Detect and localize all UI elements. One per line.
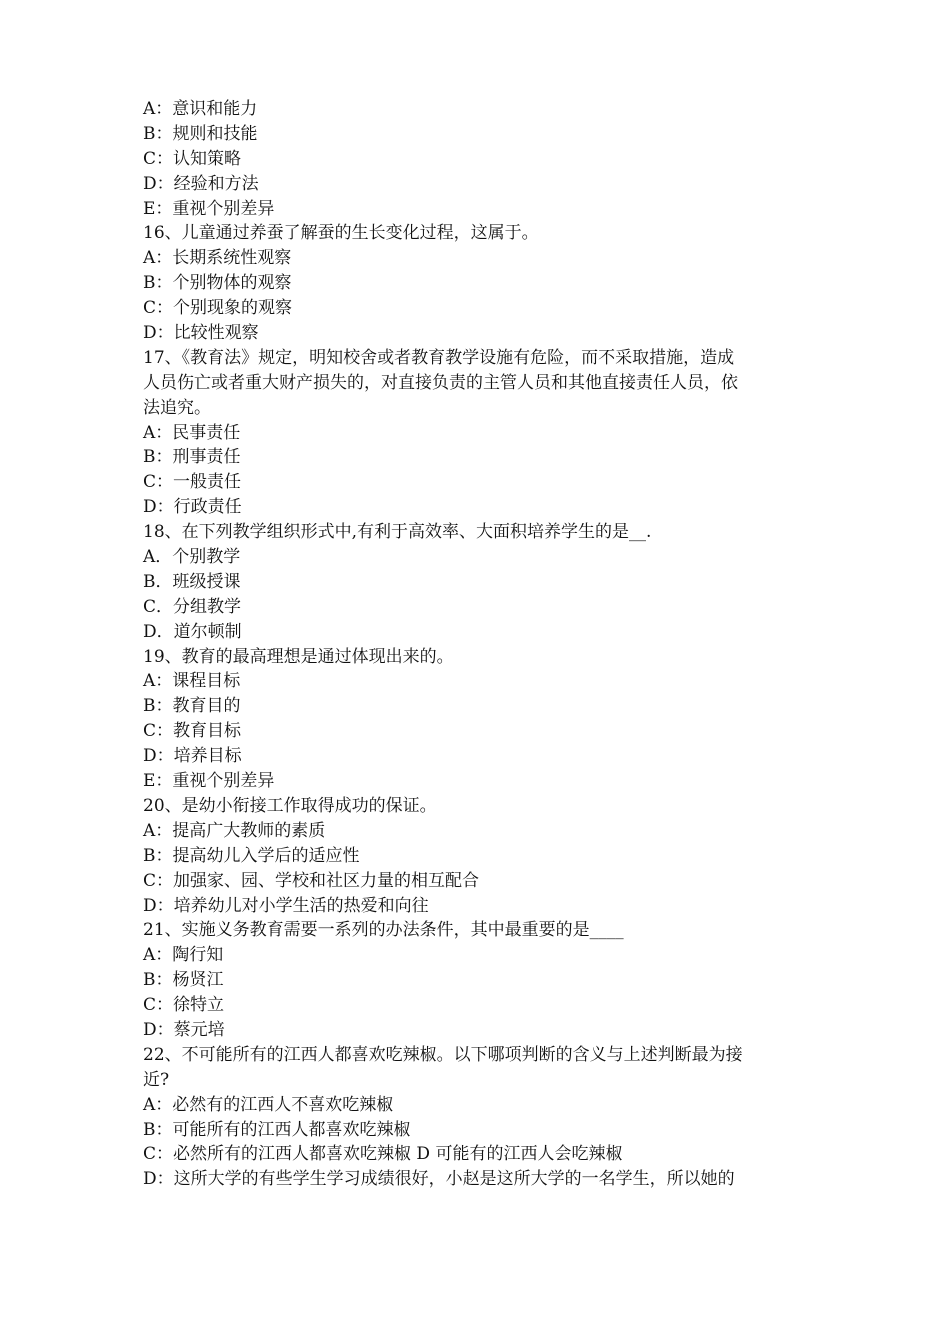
text-line: E：重视个别差异 (143, 771, 275, 792)
text-line: B：教育目的 (143, 696, 241, 717)
text-line: C：必然所有的江西人都喜欢吃辣椒 D 可能有的江西人会吃辣椒 (143, 1144, 623, 1165)
text-line: B：个别物体的观察 (143, 273, 292, 294)
text-line: A：提高广大教师的素质 (143, 820, 326, 841)
text-line: A：课程目标 (143, 671, 241, 692)
text-line: 21、实施义务教育需要一系列的办法条件，其中最重要的是____ (143, 920, 624, 941)
text-line: D：经验和方法 (143, 173, 259, 194)
text-line: B：可能所有的江西人都喜欢吃辣椒 (143, 1119, 411, 1140)
text-line: B：规则和技能 (143, 123, 258, 144)
text-line: C：教育目标 (143, 721, 242, 742)
text-line: B：杨贤江 (143, 970, 224, 991)
text-line: C：徐特立 (143, 995, 225, 1016)
text-line: C．分组教学 (143, 596, 242, 617)
text-line: D：这所大学的有些学生学习成绩很好，小赵是这所大学的一名学生，所以她的 (143, 1169, 735, 1190)
text-line: 20、是幼小衔接工作取得成功的保证。 (143, 795, 437, 816)
text-line: C：一般责任 (143, 472, 242, 493)
text-line: 人员伤亡或者重大财产损失的，对直接负责的主管人员和其他直接责任人员，依 (143, 372, 738, 393)
text-line: A：民事责任 (143, 422, 241, 443)
text-line: 17、《教育法》规定，明知校舍或者教育教学设施有危险，而不采取措施，造成 (143, 347, 735, 368)
text-line: 18、在下列教学组织形式中,有利于高效率、大面积培养学生的是__. (143, 522, 652, 543)
text-line: E：重视个别差异 (143, 198, 275, 219)
text-line: A．个别教学 (143, 547, 241, 568)
text-line: D：蔡元培 (143, 1019, 225, 1040)
text-line: B．班级授课 (143, 571, 241, 592)
text-line: 近? (143, 1069, 170, 1090)
text-line: C：加强家、园、学校和社区力量的相互配合 (143, 870, 480, 891)
text-line: 16、儿童通过养蚕了解蚕的生长变化过程，这属于。 (143, 223, 539, 244)
text-line: A：陶行知 (143, 945, 224, 966)
text-line: C：认知策略 (143, 148, 242, 169)
text-line: D：行政责任 (143, 497, 242, 518)
text-line: A：必然有的江西人不喜欢吃辣椒 (143, 1094, 394, 1115)
text-line: D：比较性观察 (143, 323, 259, 344)
text-line: B：提高幼儿入学后的适应性 (143, 845, 360, 866)
text-line: B：刑事责任 (143, 447, 241, 468)
text-line: 22、不可能所有的江西人都喜欢吃辣椒。以下哪项判断的含义与上述判断最为接 (143, 1044, 743, 1065)
text-line: A：意识和能力 (143, 99, 258, 119)
text-line: D：培养目标 (143, 746, 242, 767)
text-line: D：培养幼儿对小学生活的热爱和向往 (143, 895, 429, 916)
text-line: A：长期系统性观察 (143, 248, 292, 269)
text-line: D．道尔顿制 (143, 621, 242, 642)
text-line: 法追究。 (143, 397, 211, 418)
text-line: 19、教育的最高理想是通过体现出来的。 (143, 646, 454, 667)
text-line: C：个别现象的观察 (143, 298, 293, 319)
document-body (143, 97, 813, 1192)
